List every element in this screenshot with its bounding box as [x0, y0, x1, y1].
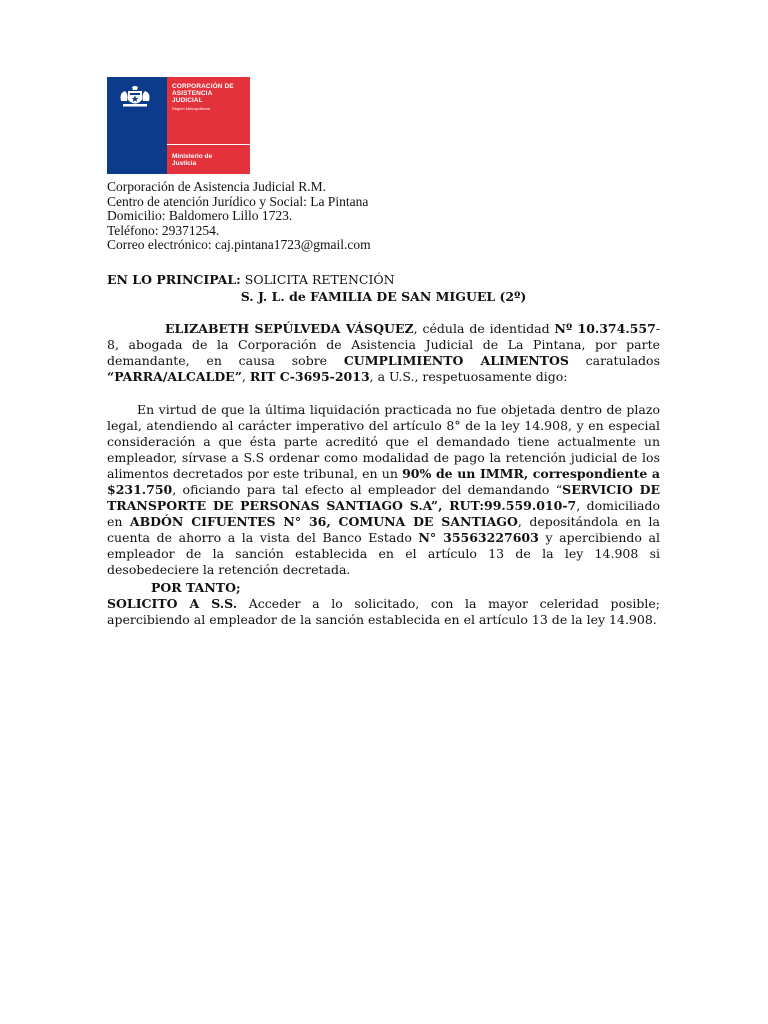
- header-center: Centro de atención Jurídico y Social: La Pintana: [107, 193, 369, 209]
- intro-text-2: -8, abogada de la Corporación de Asistencia Judicial de La Pintana, por parte demandante, en causa sobre: [107, 321, 661, 368]
- por-tanto-text: POR TANTO;: [151, 580, 241, 595]
- court-heading: S. J. L. de FAMILIA DE SAN MIGUEL (2º): [240, 289, 527, 304]
- logo-title-line-1: CORPORACIÓN DE: [172, 83, 234, 90]
- logo-ministry: [172, 153, 212, 167]
- id-number: Nº 10.374.557: [554, 321, 656, 336]
- logo-red-panel: [167, 77, 250, 174]
- case-rit: RIT C-3695-2013: [249, 369, 370, 384]
- por-tanto-heading: [107, 580, 660, 596]
- employer-name: SERVICIO DE TRANSPORTE DE PERSONAS SANTIAGO S.A”, RUT:99.559.010-7: [107, 482, 660, 513]
- lawyer-name: ELIZABETH SEPÚLVEDA VÁSQUEZ: [165, 321, 414, 336]
- header-institution: Corporación de Asistencia Judicial R.M.: [107, 179, 326, 194]
- logo-title: [172, 83, 234, 104]
- solicito-text: Acceder a lo solicitado, con la mayor celeridad posible; apercibiendo al empleador de la sanción establecida en el artículo 13 de la ley 14.908.: [107, 596, 660, 627]
- body-text-1: En virtud de que la última liquidación practicada no fue objetada dentro de plazo legal, atendiendo al carácter imperativo del artículo 8° de la ley 14.908, y en especial consideración a que ésta parte acreditó que el demandado tiene actualmente un empleador, sírvase a S.S ordenar como modalidad de pago la retención judicial de los alimentos decretados por este tribunal, en un: [107, 402, 660, 481]
- body-text-2: , oficiando para tal efecto al empleador del demandando “: [172, 482, 563, 497]
- employer-address: ABDÓN CIFUENTES N° 36, COMUNA DE SANTIAGO: [129, 514, 518, 529]
- case-parties: “PARRA/ALCALDE”: [107, 369, 242, 384]
- intro-text-5: , a U.S., respetuosamente digo:: [369, 369, 568, 384]
- principal-text: SOLICITA RETENCIÓN: [240, 272, 395, 287]
- principal-line: [107, 272, 660, 288]
- header-phone: Teléfono: 29371254.: [107, 222, 220, 238]
- sender-header: [107, 180, 660, 253]
- retention-amount: 90% de un IMMR, correspondiente a $231.750: [107, 466, 661, 497]
- principal-label: EN LO PRINCIPAL:: [107, 272, 241, 287]
- account-number: N° 35563227603: [418, 530, 539, 545]
- logo-region: Región Metropolitana: [172, 106, 211, 111]
- coat-of-arms-icon: [115, 85, 155, 111]
- logo-divider: [167, 144, 250, 145]
- solicito-paragraph: [107, 596, 660, 628]
- logo-blue-panel: [107, 77, 167, 174]
- header-address: Domicilio: Baldomero Lillo 1723.: [107, 208, 293, 223]
- logo-title-line-2: ASISTENCIA: [172, 90, 213, 97]
- logo-ministry-line-1: Ministerio de: [172, 153, 213, 160]
- intro-text-4: ,: [241, 369, 250, 384]
- intro-text-1: , cédula de identidad: [413, 321, 555, 336]
- intro-paragraph: [107, 321, 660, 385]
- body-paragraph: [107, 402, 660, 578]
- solicito-label: SOLICITO A S.S.: [107, 596, 238, 611]
- body-text-3: , domiciliado en: [107, 498, 660, 529]
- case-type: CUMPLIMIENTO ALIMENTOS: [343, 353, 569, 368]
- logo-title-line-3: JUDICIAL: [172, 97, 203, 104]
- header-email: Correo electrónico: caj.pintana1723@gmail.com: [107, 237, 371, 252]
- intro-text-3: caratulados: [568, 353, 660, 368]
- body-text-5: y apercibiendo al empleador de la sanción establecida en el artículo 13 de la ley 14.908 si desobedeciere la retención decretada.: [107, 530, 661, 577]
- body-text-4: , depositándola en la cuenta de ahorro a la vista del Banco Estado: [107, 514, 661, 545]
- logo-ministry-line-2: Justicia: [172, 160, 197, 167]
- institution-logo: [107, 77, 250, 174]
